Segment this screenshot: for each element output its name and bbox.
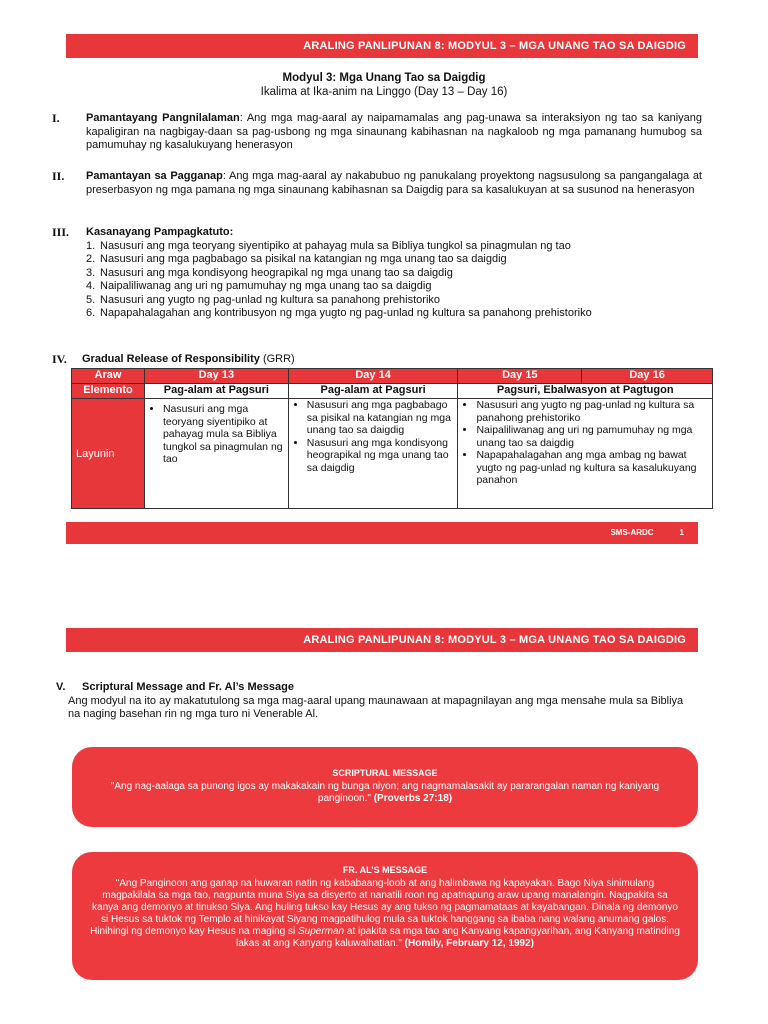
list-item: 4. Naipaliliwanag ang uri ng pamumuhay ng mga unang tao sa daigdig (86, 280, 432, 292)
list-item: 2. Nasusuri ang mga pagbabago sa pisikal na katangian ng mga unang tao sa daigdig (86, 253, 507, 265)
table-cell (288, 399, 458, 509)
section-number: III. (52, 225, 70, 239)
module-title: Modyul 3: Mga Unang Tao sa Daigdig (282, 72, 486, 84)
list-item: 5. Nasusuri ang yugto ng pag-unlad ng kultura sa panahong prehistoriko (86, 293, 441, 306)
section-text: : Ang mga mag-aaral ay nakabubuo ng panukalang proyektong nagsusulong sa pangangalaga at preserbasyon ng mga pamana ng mga sinaunang kabihasnan sa Daigdig para sa kasalukuyan at sa susunod na henerasyon (86, 170, 702, 196)
table-header-cell: Day 14 (288, 369, 458, 384)
table-header-cell: Layunin (72, 399, 145, 509)
list-item: • Naipaliliwanag ang uri ng pamumuhay ng mga unang tao sa daigdig (476, 424, 708, 449)
table-row (72, 399, 713, 509)
list-item: • Nasusuri ang yugto ng pag-unlad ng kultura sa panahong prehistoriko (476, 399, 708, 424)
box-text: at ipakita sa mga tao ang Kanyang kapangyarihan, ang Kanyang matinding lakas at ang Kanyang kaluwalhatian." (236, 926, 680, 949)
page1-header-bar: ARALING PANLIPUNAN 8: MODYUL 3 – MGA UNANG TAO SA DAIGDIG (66, 34, 698, 58)
box-citation: (Homily, February 12, 1992) (401, 938, 534, 949)
section-pamantayan-sa-pagganap (52, 170, 702, 197)
section-label: Pamantayang Pangnilalaman (86, 112, 240, 124)
list-item: • Napapahalagahan ang mga ambag ng bawat yugto ng pag-unlad ng kultura sa kasalukuyang panahon (476, 449, 708, 487)
section-number: I. (52, 111, 60, 125)
section-abbr: (GRR) (259, 353, 295, 365)
section-scriptural-message (56, 681, 706, 722)
section-text: Ang modyul na ito ay makatutulong sa mga mag-aaral upang maunawaan at mapagnilayan ang mga mensahe mula sa Bibliya na naging basehan rin ng mga turo ni Venerable Al. (68, 694, 684, 720)
section-number: IV. (52, 352, 67, 366)
section-label: Pamantayan sa Pagganap (86, 170, 223, 182)
section-label: Scriptural Message and Fr. Al’s Message (82, 681, 294, 693)
box-text: "Ang nag-aalaga sa punong igos ay makakakain ng bunga niyon; ang nagmamalasakit ay pararangalan naman ng kaniyang panginoon." (110, 781, 660, 804)
table-cell (144, 399, 288, 509)
box-text: "Ang Panginoon ang ganap na huwaran natin ng kababaang-loob at ang halimbawa ng kapayakan. Bago Niya sinimulang magpakilala sa mga tao, nagpunta muna Siya sa disyerto at nanatili roon ng apatnapung araw upang manalangin. Nagpakita sa kanya ang demonyo at tinukso Siya. Ang huling tukso kay Hesus ay ang tukso ng pagmamataas at kayabangan. Dinala ng demonyo si Hesus sa tuktok ng Templo at hinikayat Siyang magpatihulog mula sa tuktok hanggang sa ibaba nang walang anumang galos. Hinihingi ng demonyo kay Hesus na maging si (90, 878, 678, 937)
table-cell: Pag-alam at Pagsuri (288, 384, 458, 399)
fr-al-message-box (72, 852, 698, 980)
section-text: : Ang mga mag-aaral ay naipamamalas ang pag-unawa sa interaksiyon ng tao sa kaniyang kapaligiran na nagbigay-daan sa pag-usbong ng mga sinaunang kabihasnan na nagkaloob ng mga pamanang humubog sa pamumuhay ng kasalukuyang henerasyon (86, 112, 702, 151)
table-header-cell: Araw (72, 369, 145, 384)
table-row (72, 384, 713, 399)
scriptural-message-box (72, 747, 698, 827)
list-item: • Nasusuri ang mga kondisyong heograpikal ng mga unang tao sa daigdig (307, 437, 454, 475)
list-item: 3. Nasusuri ang mga kondisyong heograpikal ng mga unang tao sa daigdig (86, 266, 453, 279)
section-kasanayang-pampagkatuto (52, 226, 702, 321)
module-subtitle: Ikalima at Ika-anim na Linggo (Day 13 – Day 16) (260, 86, 508, 98)
page-number: 1 (679, 528, 684, 537)
table-header-cell: Day 16 (582, 369, 713, 384)
list-item: • Nasusuri ang mga teoryang siyentipiko at pahayag mula sa Bibliya tungkol sa pinagmulan ng tao (163, 403, 284, 466)
section-label: Kasanayang Pampagkatuto: (86, 226, 234, 238)
footer-org: SMS-ARDC (610, 528, 654, 537)
competency-list (86, 240, 702, 321)
box-text-italic: Superman (297, 926, 345, 937)
section-grr (52, 353, 702, 367)
table-header-cell: Elemento (72, 384, 145, 399)
table-cell (458, 399, 713, 509)
page2-header-bar: ARALING PANLIPUNAN 8: MODYUL 3 – MGA UNANG TAO SA DAIGDIG (66, 628, 698, 652)
box-citation: (Proverbs 27:18) (370, 793, 453, 804)
table-header-cell: Day 13 (144, 369, 288, 384)
grr-table (71, 368, 713, 509)
table-cell: Pag-alam at Pagsuri (144, 384, 288, 399)
list-item: 1. Nasusuri ang mga teoryang siyentipiko at pahayag mula sa Bibliya tungkol sa pinagmulan ng tao (86, 239, 571, 252)
box-title: SCRIPTURAL MESSAGE (332, 768, 438, 778)
list-item: 6. Napapahalagahan ang kontribusyon ng mga yugto ng pag-unlad ng kultura sa panahong prehistoriko (86, 307, 592, 319)
section-pamantayang-pangnilalaman (52, 112, 702, 153)
list-item: • Nasusuri ang mga pagbabago sa pisikal na katangian ng mga unang tao sa daigdig (307, 399, 454, 437)
table-cell: Pagsuri, Ebalwasyon at Pagtugon (458, 384, 713, 399)
section-number: II. (52, 169, 65, 183)
page1-footer-bar (66, 522, 698, 544)
section-number: V. (56, 681, 66, 693)
section-label: Gradual Release of Responsibility (82, 353, 260, 365)
table-header-cell: Day 15 (458, 369, 582, 384)
table-row (72, 369, 713, 384)
box-title: FR. AL’S MESSAGE (342, 865, 428, 875)
